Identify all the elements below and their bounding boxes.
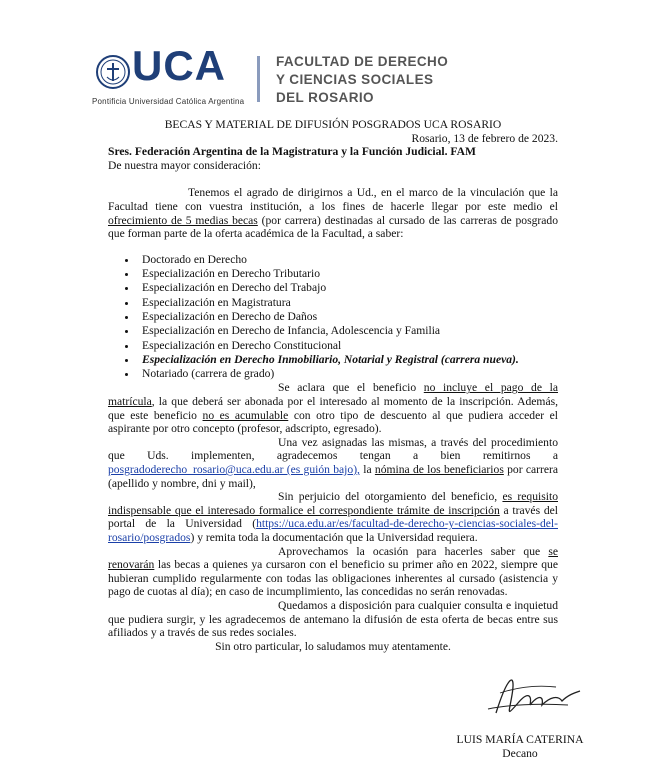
header-divider [257, 56, 260, 102]
faculty-line: Y CIENCIAS SOCIALES [276, 72, 434, 87]
letter-body [108, 118, 558, 653]
list-item: • Notariado (carrera de grado) [138, 367, 558, 381]
signer-role: Decano [502, 747, 538, 760]
signature-icon [478, 665, 598, 725]
list-item: • Especialización en Derecho de Infancia, Adolescencia y Familia [138, 324, 558, 338]
paragraph-enrollment: Se aclara que el beneficio no incluye el pago de la matrícula, la que deberá ser abonada por el interesado al momento de la inscripción. Además, que este beneficio no es acumulable con otro tipo de descuento al que pudiera acceder el aspirante por otro concepto (profesor, adscripto, egresado). [108, 381, 559, 436]
recipient: Sres. Federación Argentina de la Magistratura y la Función Judicial. FAM [108, 145, 476, 159]
letter-date: Rosario, 13 de febrero de 2023. [411, 131, 558, 145]
list-item: • Especialización en Derecho Tributario [138, 267, 558, 281]
letter-title: BECAS Y MATERIAL DE DIFUSIÓN POSGRADOS UCA ROSARIO [164, 118, 502, 131]
faculty-name [276, 53, 448, 107]
paragraph-requirement: Sin perjuicio del otorgamiento del beneficio, es requisito indispensable que el interesado formalice el correspondiente trámite de inscripción a través del portal de la Universidad (https://uca.edu.ar/es/facultad-de-derecho-y-ciencias-sociales-del-rosario/posgrados) y remita toda la documentación que la Universidad requiera. [108, 490, 558, 544]
letterhead [0, 0, 670, 112]
paragraph-contact: Quedamos a disposición para cualquier consulta e inquietud que pudiera surgir, y les agradecemos de antemano la difusión de esta oferta de becas entre sus afiliados y a través de sus redes sociales. [108, 598, 558, 640]
list-item: • Especialización en Derecho Constitucional [138, 339, 558, 353]
list-item: • Especialización en Derecho Inmobiliario, Notarial y Registral (carrera nueva). [138, 353, 558, 367]
faculty-line: FACULTAD DE DERECHO [276, 54, 449, 69]
logo-subtitle: Pontificia Universidad Católica Argentina [92, 97, 245, 106]
logo-wordmark: UCA [132, 42, 226, 89]
university-seal-icon [96, 55, 130, 89]
program-list [108, 253, 558, 382]
faculty-line: DEL ROSARIO [276, 90, 374, 105]
email-link[interactable]: posgradoderecho_rosario@uca.edu.ar (es guión bajo), [108, 462, 360, 476]
paragraph-beneficiaries: Una vez asignadas las mismas, a través del procedimiento que Uds. implementen, agradecemos tengan a bien remitirnos a posgradoderecho_rosario@uca.edu.ar (es guión bajo), la nómina de los beneficiarios por carrera (apellido y nombre, dni y mail), [108, 435, 558, 490]
paragraph-renewal: Aprovechamos la ocasión para hacerles saber que se renovarán las becas a quienes ya cursaron con el beneficio su primer año en 2022, siempre que hubieran cumplido regularmente con todas las obligaciones inherentes al cursado (asistencia y pago de cuotas al día); en caso de incumplimiento, las concedidas no serán renovadas. [108, 544, 558, 599]
list-item: • Especialización en Derecho de Daños [138, 310, 558, 324]
list-item: • Doctorado en Derecho [138, 253, 558, 267]
closing: Sin otro particular, lo saludamos muy atentamente. [215, 639, 451, 653]
list-item: • Especialización en Derecho del Trabajo [138, 281, 558, 295]
signer-name: LUIS MARÍA CATERINA [456, 733, 584, 746]
paragraph-offer: Tenemos el agrado de dirigirnos a Ud., en el marco de la vinculación que la Facultad tiene con vuestra institución, a los fines de hacerle llegar por este medio el ofrecimiento de 5 medias becas (por carrera) destinadas al cursado de las carreras de posgrado que forman parte de la oferta académica de la Facultad, a saber: [108, 186, 558, 241]
signature-block [430, 733, 610, 761]
portal-link[interactable]: https://uca.edu.ar/es/facultad-de-derecho-y-ciencias-sociales-del-rosario/posgrados [108, 517, 558, 544]
salutation: De nuestra mayor consideración: [108, 158, 261, 172]
list-item: • Especialización en Magistratura [138, 296, 558, 310]
